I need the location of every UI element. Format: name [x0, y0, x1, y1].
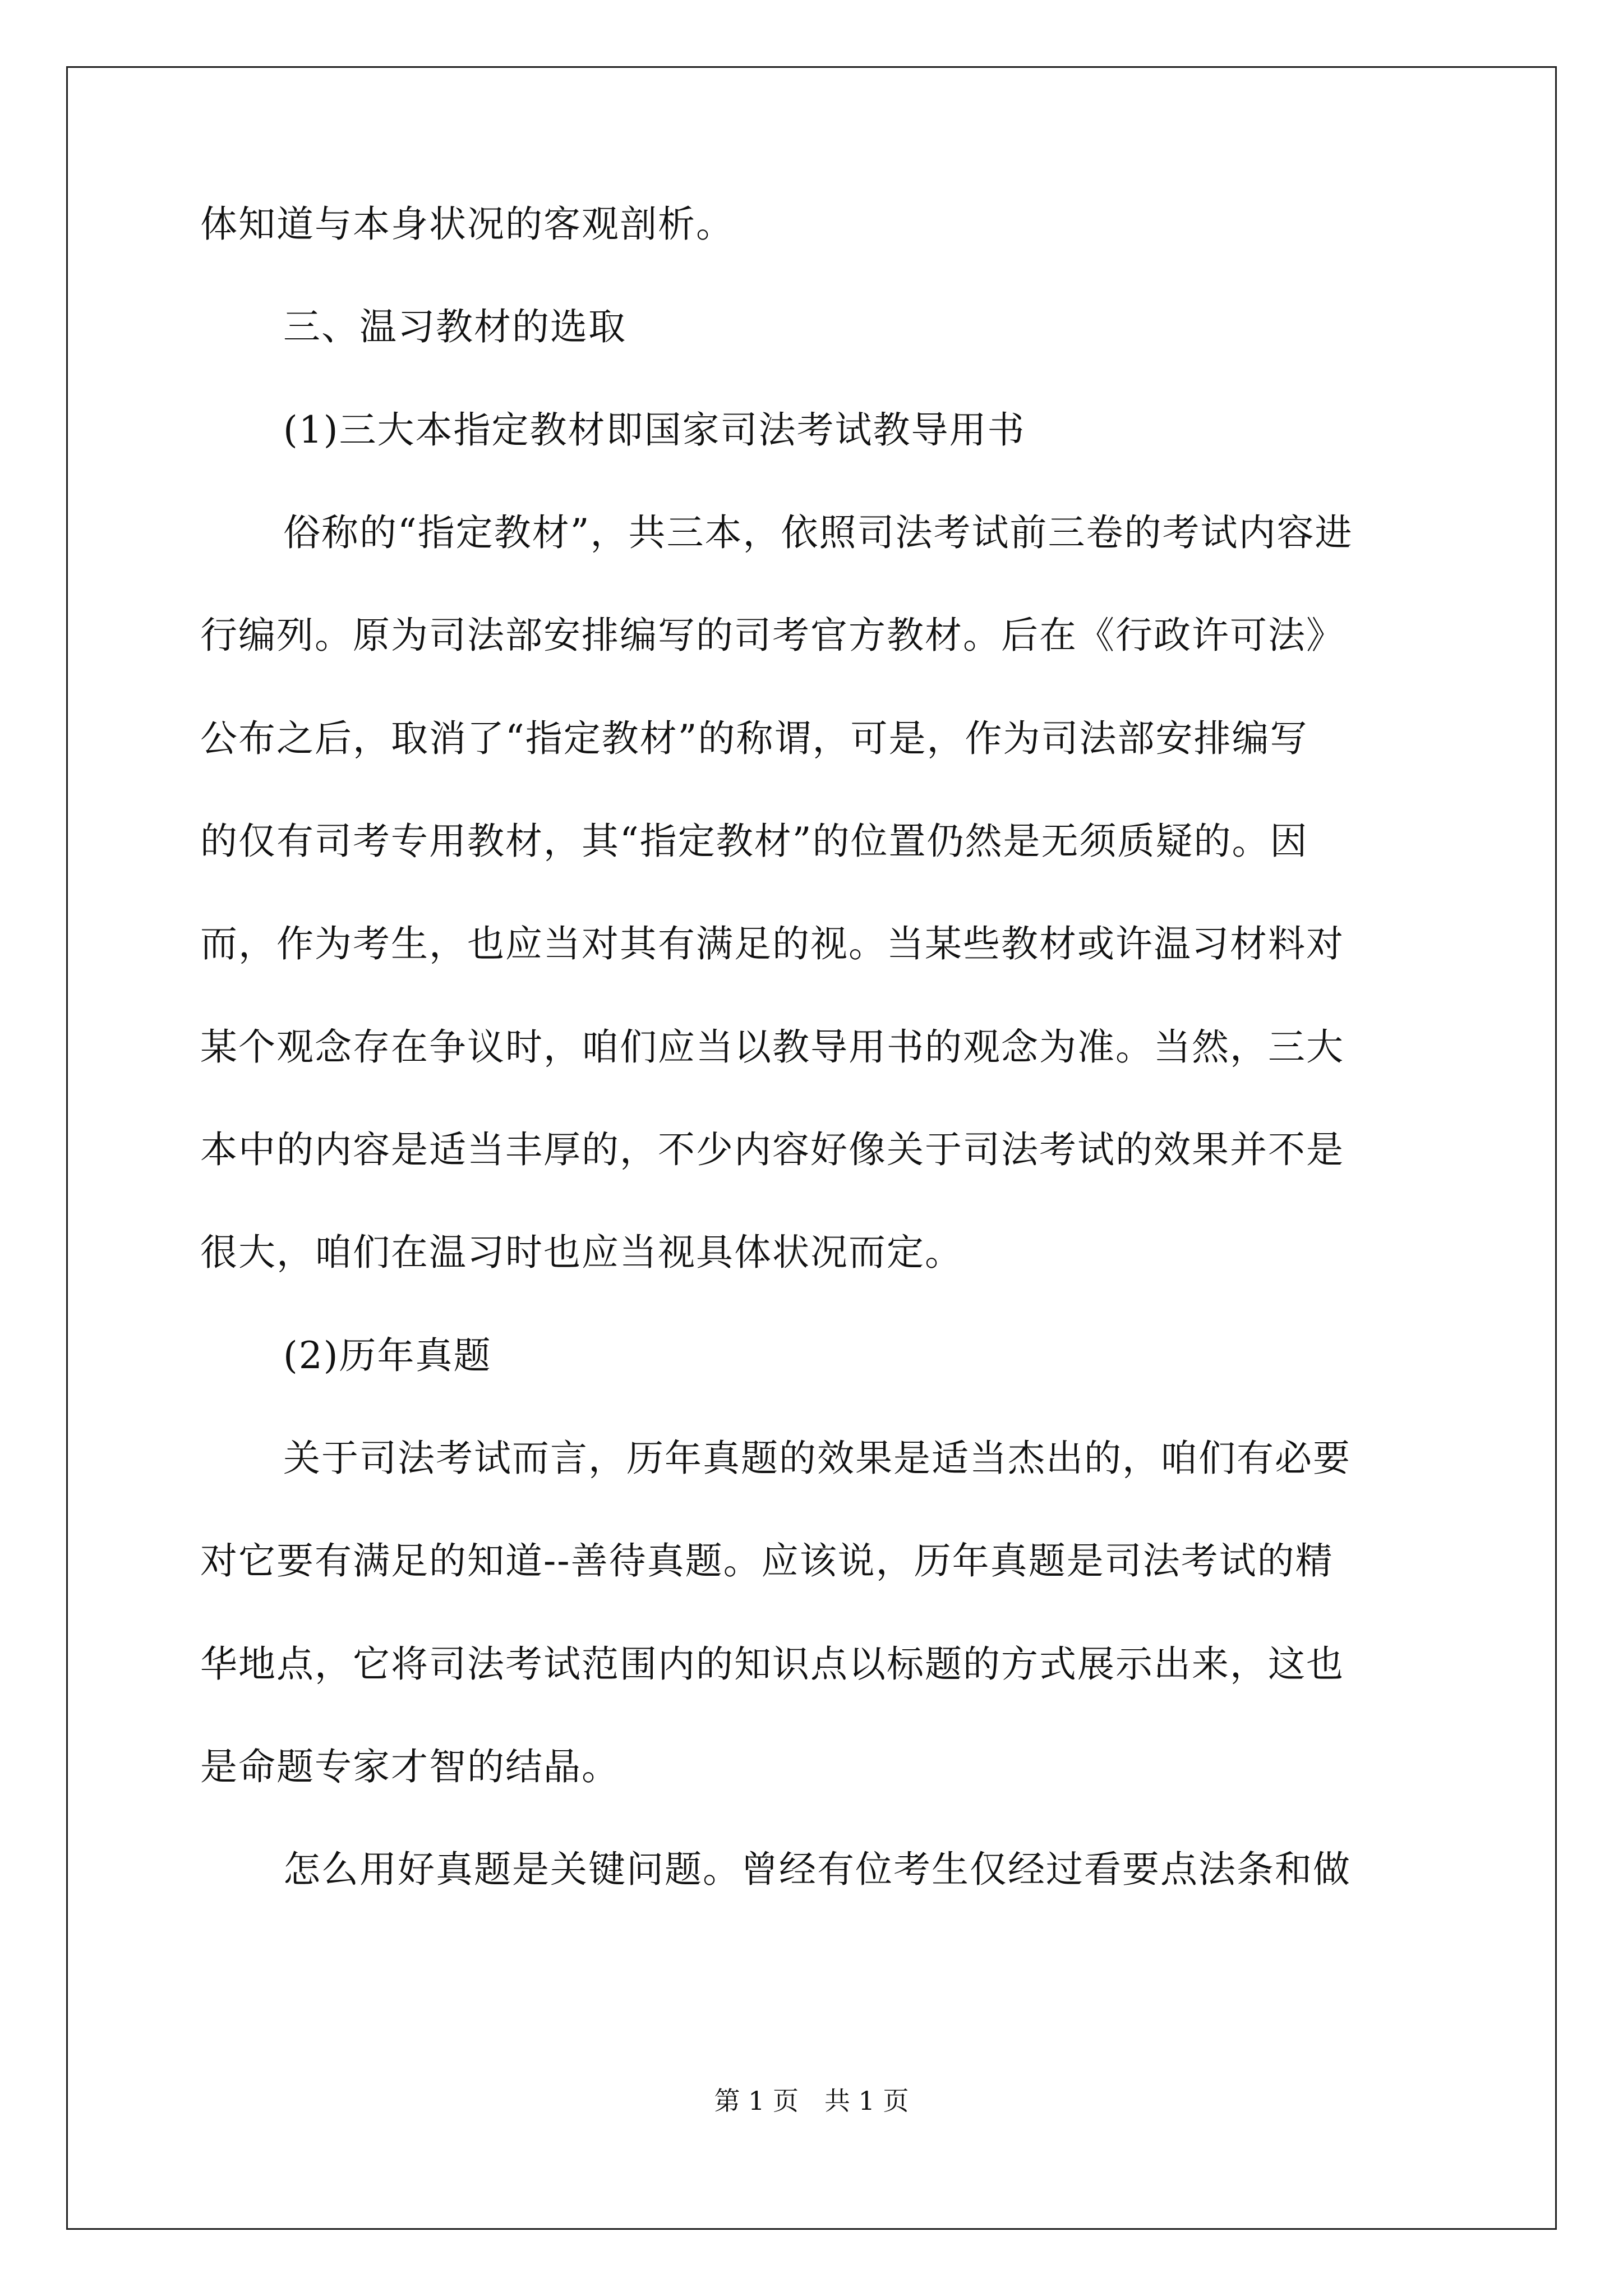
paragraph-line: 俗称的“指定教材”，共三本，依照司法考试前三卷的考试内容进	[283, 511, 1353, 554]
paragraph-line: 很大，咱们在温习时也应当视具体状况而定。	[200, 1231, 963, 1274]
subsection-heading: (2)历年真题	[283, 1334, 492, 1377]
section-heading: 三、温习教材的选取	[283, 305, 626, 348]
paragraph-line: 行编列。原为司法部安排编写的司考官方教材。后在《行政许可法》	[200, 614, 1344, 657]
paragraph-line: 公布之后，取消了“指定教材”的称谓，可是，作为司法部安排编写	[200, 717, 1308, 760]
paragraph-line: 关于司法考试而言，历年真题的效果是适当杰出的，咱们有必要	[283, 1437, 1351, 1480]
paragraph-line: 而，作为考生，也应当对其有满足的视。当某些教材或许温习材料对	[200, 922, 1344, 965]
paragraph-line: 某个观念存在争议时，咱们应当以教导用书的观念为准。当然，三大	[200, 1025, 1344, 1069]
paragraph-line: 怎么用好真题是关键问题。曾经有位考生仅经过看要点法条和做	[283, 1848, 1351, 1891]
paragraph-line: 的仅有司考专用教材，其“指定教材”的位置仍然是无须质疑的。因	[200, 820, 1308, 863]
paragraph-line: 是命题专家才智的结晶。	[200, 1745, 620, 1788]
paragraph-line: 华地点，它将司法考试范围内的知识点以标题的方式展示出来，这也	[200, 1642, 1344, 1686]
page-footer: 第 1 页 共 1 页	[714, 2086, 909, 2116]
paragraph-line: 本中的内容是适当丰厚的，不少内容好像关于司法考试的效果并不是	[200, 1128, 1344, 1171]
paragraph-line: 对它要有满足的知道--善待真题。应该说，历年真题是司法考试的精	[200, 1539, 1334, 1582]
subsection-heading: (1)三大本指定教材即国家司法考试教导用书	[283, 408, 1026, 452]
paragraph-line: 体知道与本身状况的客观剖析。	[200, 203, 734, 246]
